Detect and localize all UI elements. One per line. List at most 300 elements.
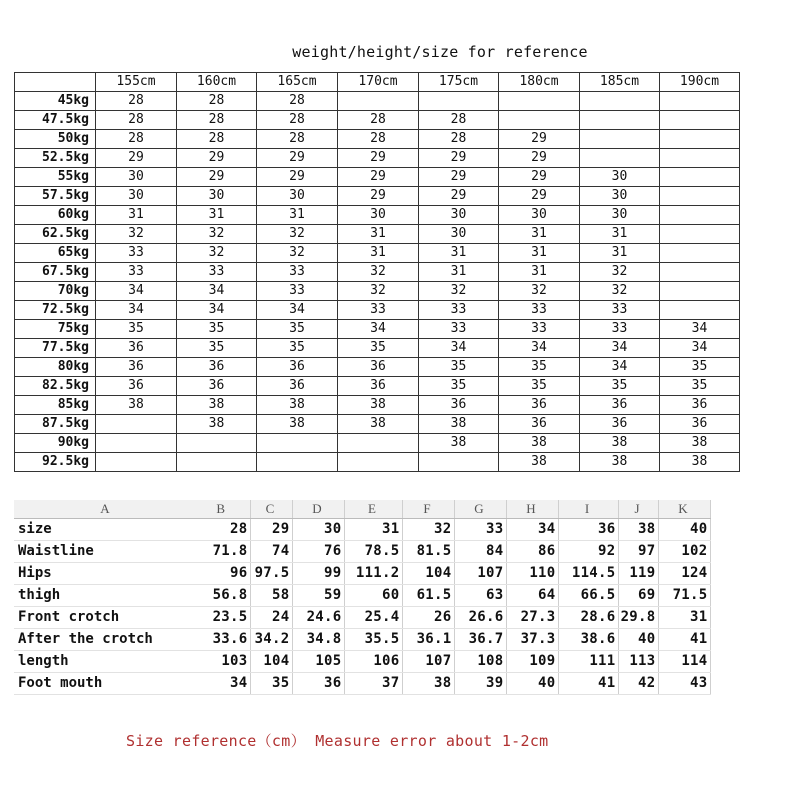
height-header-cell: 155cm — [96, 73, 177, 92]
column-letter-cell: D — [292, 500, 344, 519]
measurement-value: 24.6 — [292, 607, 344, 629]
measurement-value: 41 — [658, 629, 710, 651]
measurement-value: 38 — [402, 673, 454, 695]
size-cell: 28 — [177, 111, 257, 130]
size-cell — [660, 244, 740, 263]
measurement-value: 26 — [402, 607, 454, 629]
size-cell: 32 — [177, 244, 257, 263]
size-cell: 28 — [177, 92, 257, 111]
measurement-row — [14, 519, 710, 541]
size-cell: 30 — [580, 206, 660, 225]
weight-cell: 50kg — [15, 130, 96, 149]
measurement-row — [14, 563, 710, 585]
measurement-value: 63 — [454, 585, 506, 607]
size-cell: 38 — [419, 415, 499, 434]
measurement-value: 107 — [402, 651, 454, 673]
column-letter-cell: H — [506, 500, 558, 519]
weight-cell: 82.5kg — [15, 377, 96, 396]
size-cell: 38 — [177, 396, 257, 415]
size-cell: 28 — [419, 130, 499, 149]
size-cell: 33 — [499, 301, 580, 320]
measurement-value: 36 — [558, 519, 618, 541]
measurement-value: 102 — [658, 541, 710, 563]
size-cell — [660, 206, 740, 225]
size-cell — [580, 111, 660, 130]
size-cell: 38 — [499, 453, 580, 472]
size-cell — [419, 92, 499, 111]
measurement-value: 110 — [506, 563, 558, 585]
column-letter-cell: C — [250, 500, 292, 519]
weight-cell: 77.5kg — [15, 339, 96, 358]
size-cell — [177, 434, 257, 453]
column-letter-cell: B — [194, 500, 250, 519]
size-cell — [96, 434, 177, 453]
size-cell: 32 — [257, 244, 338, 263]
size-cell: 36 — [499, 396, 580, 415]
weight-cell: 75kg — [15, 320, 96, 339]
size-cell — [96, 415, 177, 434]
size-cell: 32 — [580, 263, 660, 282]
measurement-value: 81.5 — [402, 541, 454, 563]
measurement-value: 32 — [402, 519, 454, 541]
size-cell: 33 — [96, 244, 177, 263]
measurement-row — [14, 585, 710, 607]
measurement-value: 96 — [194, 563, 250, 585]
size-cell: 38 — [580, 453, 660, 472]
size-cell: 34 — [660, 320, 740, 339]
size-cell: 33 — [177, 263, 257, 282]
measurement-value: 69 — [618, 585, 658, 607]
column-letter-cell: K — [658, 500, 710, 519]
size-cell: 30 — [499, 206, 580, 225]
size-cell: 35 — [499, 358, 580, 377]
size-cell — [338, 92, 419, 111]
measurement-value: 114 — [658, 651, 710, 673]
measurement-value: 42 — [618, 673, 658, 695]
measurement-value: 103 — [194, 651, 250, 673]
measurement-label: Hips — [14, 563, 194, 585]
size-cell — [580, 92, 660, 111]
column-letter-row — [14, 500, 710, 519]
size-cell: 36 — [177, 377, 257, 396]
size-cell: 32 — [419, 282, 499, 301]
size-cell: 38 — [660, 434, 740, 453]
measurement-value: 34.8 — [292, 629, 344, 651]
size-cell: 29 — [338, 168, 419, 187]
measurement-value: 58 — [250, 585, 292, 607]
size-cell: 31 — [177, 206, 257, 225]
size-cell: 30 — [419, 206, 499, 225]
size-cell: 36 — [419, 396, 499, 415]
measurement-value: 40 — [618, 629, 658, 651]
size-cell: 31 — [257, 206, 338, 225]
size-cell: 36 — [96, 358, 177, 377]
size-cell: 33 — [580, 320, 660, 339]
size-cell — [338, 434, 419, 453]
size-cell: 34 — [499, 339, 580, 358]
size-cell: 38 — [338, 396, 419, 415]
measurement-value: 36.1 — [402, 629, 454, 651]
size-cell — [580, 149, 660, 168]
size-cell: 29 — [499, 168, 580, 187]
column-letter-cell: F — [402, 500, 454, 519]
corner-cell — [15, 73, 96, 92]
size-cell — [660, 111, 740, 130]
measurement-value: 109 — [506, 651, 558, 673]
size-cell: 38 — [257, 396, 338, 415]
measurement-value: 64 — [506, 585, 558, 607]
size-cell: 32 — [338, 263, 419, 282]
measurement-row — [14, 607, 710, 629]
size-cell: 38 — [257, 415, 338, 434]
measurement-value: 111 — [558, 651, 618, 673]
measurement-value: 26.6 — [454, 607, 506, 629]
size-cell: 35 — [660, 377, 740, 396]
size-cell — [660, 282, 740, 301]
height-header-cell: 185cm — [580, 73, 660, 92]
size-cell: 38 — [580, 434, 660, 453]
size-cell: 36 — [660, 396, 740, 415]
size-cell: 28 — [177, 130, 257, 149]
size-cell: 30 — [338, 206, 419, 225]
weight-cell: 67.5kg — [15, 263, 96, 282]
size-cell: 28 — [96, 130, 177, 149]
measurement-value: 38 — [618, 519, 658, 541]
weight-cell: 60kg — [15, 206, 96, 225]
height-header-cell: 190cm — [660, 73, 740, 92]
measurement-value: 97 — [618, 541, 658, 563]
size-cell: 36 — [257, 358, 338, 377]
size-cell: 36 — [177, 358, 257, 377]
measurement-value: 31 — [658, 607, 710, 629]
measurement-value: 43 — [658, 673, 710, 695]
size-cell: 38 — [338, 415, 419, 434]
measurement-value: 31 — [344, 519, 402, 541]
measurement-value: 114.5 — [558, 563, 618, 585]
measurement-value: 40 — [658, 519, 710, 541]
size-cell: 36 — [580, 396, 660, 415]
size-cell: 29 — [499, 149, 580, 168]
weight-cell: 57.5kg — [15, 187, 96, 206]
size-cell: 33 — [338, 301, 419, 320]
size-cell: 30 — [96, 187, 177, 206]
measurement-value: 33.6 — [194, 629, 250, 651]
size-cell — [660, 263, 740, 282]
measurement-value: 41 — [558, 673, 618, 695]
weight-row — [15, 377, 740, 396]
measurement-value: 29.8 — [618, 607, 658, 629]
height-header-cell: 165cm — [257, 73, 338, 92]
measurement-value: 74 — [250, 541, 292, 563]
size-cell: 33 — [419, 320, 499, 339]
measurement-row — [14, 651, 710, 673]
size-cell — [660, 225, 740, 244]
measurement-value: 28 — [194, 519, 250, 541]
size-cell: 34 — [177, 282, 257, 301]
measurement-label: After the crotch — [14, 629, 194, 651]
measurement-value: 105 — [292, 651, 344, 673]
size-cell: 33 — [419, 301, 499, 320]
size-cell: 36 — [257, 377, 338, 396]
size-cell: 30 — [580, 168, 660, 187]
size-cell: 28 — [338, 130, 419, 149]
size-cell — [499, 111, 580, 130]
size-reference-note: Size reference（cm） Measure error about 1-2cm — [126, 732, 549, 750]
weight-cell: 92.5kg — [15, 453, 96, 472]
measurement-label: Front crotch — [14, 607, 194, 629]
size-cell: 34 — [580, 339, 660, 358]
weight-cell: 87.5kg — [15, 415, 96, 434]
measurement-value: 78.5 — [344, 541, 402, 563]
measurement-value: 34 — [506, 519, 558, 541]
size-cell: 34 — [96, 282, 177, 301]
size-cell: 35 — [177, 339, 257, 358]
height-header-cell: 170cm — [338, 73, 419, 92]
size-cell: 34 — [96, 301, 177, 320]
size-cell — [660, 130, 740, 149]
measurement-label: Waistline — [14, 541, 194, 563]
size-cell: 31 — [338, 244, 419, 263]
size-cell: 31 — [338, 225, 419, 244]
size-cell: 31 — [499, 225, 580, 244]
size-cell: 29 — [177, 149, 257, 168]
size-cell: 38 — [499, 434, 580, 453]
size-cell — [96, 453, 177, 472]
size-cell: 30 — [419, 225, 499, 244]
size-cell: 38 — [96, 396, 177, 415]
measurement-value: 113 — [618, 651, 658, 673]
measurement-value: 124 — [658, 563, 710, 585]
measurement-value: 92 — [558, 541, 618, 563]
size-cell: 30 — [177, 187, 257, 206]
weight-cell: 70kg — [15, 282, 96, 301]
size-cell: 30 — [96, 168, 177, 187]
weight-row — [15, 168, 740, 187]
height-header-row — [15, 73, 740, 92]
size-cell: 29 — [338, 187, 419, 206]
size-cell: 35 — [257, 320, 338, 339]
measurement-label: thigh — [14, 585, 194, 607]
measurement-value: 40 — [506, 673, 558, 695]
size-cell: 28 — [338, 111, 419, 130]
size-cell: 29 — [419, 168, 499, 187]
weight-cell: 52.5kg — [15, 149, 96, 168]
size-cell: 32 — [338, 282, 419, 301]
measurement-value: 111.2 — [344, 563, 402, 585]
weight-row — [15, 415, 740, 434]
size-cell: 31 — [580, 225, 660, 244]
size-cell: 31 — [419, 244, 499, 263]
size-cell: 28 — [96, 92, 177, 111]
size-cell: 35 — [257, 339, 338, 358]
column-letter-cell: J — [618, 500, 658, 519]
size-cell — [580, 130, 660, 149]
weight-row — [15, 282, 740, 301]
weight-row — [15, 206, 740, 225]
size-cell: 36 — [338, 377, 419, 396]
measurement-row — [14, 673, 710, 695]
size-cell: 28 — [419, 111, 499, 130]
measurement-value: 108 — [454, 651, 506, 673]
size-cell: 34 — [660, 339, 740, 358]
weight-row — [15, 187, 740, 206]
size-cell — [419, 453, 499, 472]
size-cell: 36 — [338, 358, 419, 377]
size-cell: 35 — [419, 358, 499, 377]
size-cell: 29 — [499, 130, 580, 149]
size-cell — [660, 92, 740, 111]
measurement-value: 33 — [454, 519, 506, 541]
size-cell: 31 — [419, 263, 499, 282]
weight-row — [15, 358, 740, 377]
size-cell: 29 — [257, 149, 338, 168]
size-cell: 34 — [419, 339, 499, 358]
measurement-value: 35 — [250, 673, 292, 695]
size-cell — [660, 187, 740, 206]
measurement-label: length — [14, 651, 194, 673]
size-cell: 35 — [660, 358, 740, 377]
size-cell: 32 — [96, 225, 177, 244]
weight-row — [15, 92, 740, 111]
measurement-value: 30 — [292, 519, 344, 541]
measurement-value: 104 — [402, 563, 454, 585]
measurement-label: size — [14, 519, 194, 541]
size-cell: 30 — [580, 187, 660, 206]
measurement-value: 107 — [454, 563, 506, 585]
measurement-value: 25.4 — [344, 607, 402, 629]
column-letter-cell: A — [14, 500, 194, 519]
size-cell: 31 — [580, 244, 660, 263]
measurement-value: 39 — [454, 673, 506, 695]
height-header-cell: 160cm — [177, 73, 257, 92]
size-cell: 31 — [499, 263, 580, 282]
size-cell: 35 — [499, 377, 580, 396]
size-cell: 29 — [338, 149, 419, 168]
weight-cell: 65kg — [15, 244, 96, 263]
size-cell: 35 — [96, 320, 177, 339]
size-cell: 29 — [257, 168, 338, 187]
measurement-value: 84 — [454, 541, 506, 563]
column-letter-cell: I — [558, 500, 618, 519]
weight-row — [15, 301, 740, 320]
size-cell: 30 — [257, 187, 338, 206]
height-weight-size-table — [14, 72, 740, 472]
chart-title: weight/height/size for reference — [292, 43, 588, 61]
measurement-value: 97.5 — [250, 563, 292, 585]
weight-row — [15, 396, 740, 415]
measurement-value: 36.7 — [454, 629, 506, 651]
measurement-value: 99 — [292, 563, 344, 585]
measurement-value: 66.5 — [558, 585, 618, 607]
size-cell: 29 — [499, 187, 580, 206]
measurement-value: 59 — [292, 585, 344, 607]
measurement-value: 35.5 — [344, 629, 402, 651]
weight-row — [15, 434, 740, 453]
measurement-value: 104 — [250, 651, 292, 673]
size-cell: 35 — [338, 339, 419, 358]
weight-cell: 85kg — [15, 396, 96, 415]
weight-cell: 45kg — [15, 92, 96, 111]
weight-row — [15, 453, 740, 472]
size-cell: 36 — [96, 377, 177, 396]
size-cell: 33 — [257, 282, 338, 301]
measurement-value: 71.5 — [658, 585, 710, 607]
measurement-value: 24 — [250, 607, 292, 629]
height-header-cell: 180cm — [499, 73, 580, 92]
measurement-value: 38.6 — [558, 629, 618, 651]
size-cell: 28 — [96, 111, 177, 130]
column-letter-cell: E — [344, 500, 402, 519]
measurement-value: 71.8 — [194, 541, 250, 563]
size-cell: 38 — [660, 453, 740, 472]
size-cell — [660, 301, 740, 320]
weight-row — [15, 111, 740, 130]
size-cell: 28 — [257, 92, 338, 111]
size-cell: 38 — [419, 434, 499, 453]
size-cell — [177, 453, 257, 472]
size-cell: 33 — [96, 263, 177, 282]
weight-row — [15, 339, 740, 358]
weight-cell: 55kg — [15, 168, 96, 187]
measurement-value: 61.5 — [402, 585, 454, 607]
size-cell: 33 — [499, 320, 580, 339]
size-cell — [257, 434, 338, 453]
size-cell: 36 — [580, 415, 660, 434]
size-cell: 32 — [177, 225, 257, 244]
height-header-cell: 175cm — [419, 73, 499, 92]
weight-cell: 72.5kg — [15, 301, 96, 320]
weight-row — [15, 225, 740, 244]
size-cell: 32 — [580, 282, 660, 301]
measurement-row — [14, 541, 710, 563]
size-cell: 33 — [580, 301, 660, 320]
size-cell: 36 — [660, 415, 740, 434]
measurement-value: 28.6 — [558, 607, 618, 629]
measurement-table — [14, 500, 711, 695]
weight-cell: 90kg — [15, 434, 96, 453]
size-cell: 31 — [499, 244, 580, 263]
weight-cell: 62.5kg — [15, 225, 96, 244]
weight-cell: 47.5kg — [15, 111, 96, 130]
weight-row — [15, 263, 740, 282]
measurement-value: 37 — [344, 673, 402, 695]
size-cell: 28 — [257, 130, 338, 149]
weight-row — [15, 149, 740, 168]
size-cell: 38 — [177, 415, 257, 434]
size-cell: 29 — [419, 187, 499, 206]
weight-row — [15, 244, 740, 263]
size-cell: 36 — [96, 339, 177, 358]
weight-row — [15, 320, 740, 339]
measurement-value: 119 — [618, 563, 658, 585]
size-cell: 31 — [96, 206, 177, 225]
measurement-value: 29 — [250, 519, 292, 541]
weight-cell: 80kg — [15, 358, 96, 377]
column-letter-cell: G — [454, 500, 506, 519]
size-cell — [660, 168, 740, 187]
measurement-value: 86 — [506, 541, 558, 563]
size-cell: 33 — [257, 263, 338, 282]
measurement-value: 34.2 — [250, 629, 292, 651]
size-cell: 34 — [257, 301, 338, 320]
measurement-label: Foot mouth — [14, 673, 194, 695]
size-cell: 35 — [177, 320, 257, 339]
size-cell: 29 — [96, 149, 177, 168]
size-cell: 28 — [257, 111, 338, 130]
size-cell: 34 — [177, 301, 257, 320]
size-cell: 35 — [580, 377, 660, 396]
measurement-value: 60 — [344, 585, 402, 607]
